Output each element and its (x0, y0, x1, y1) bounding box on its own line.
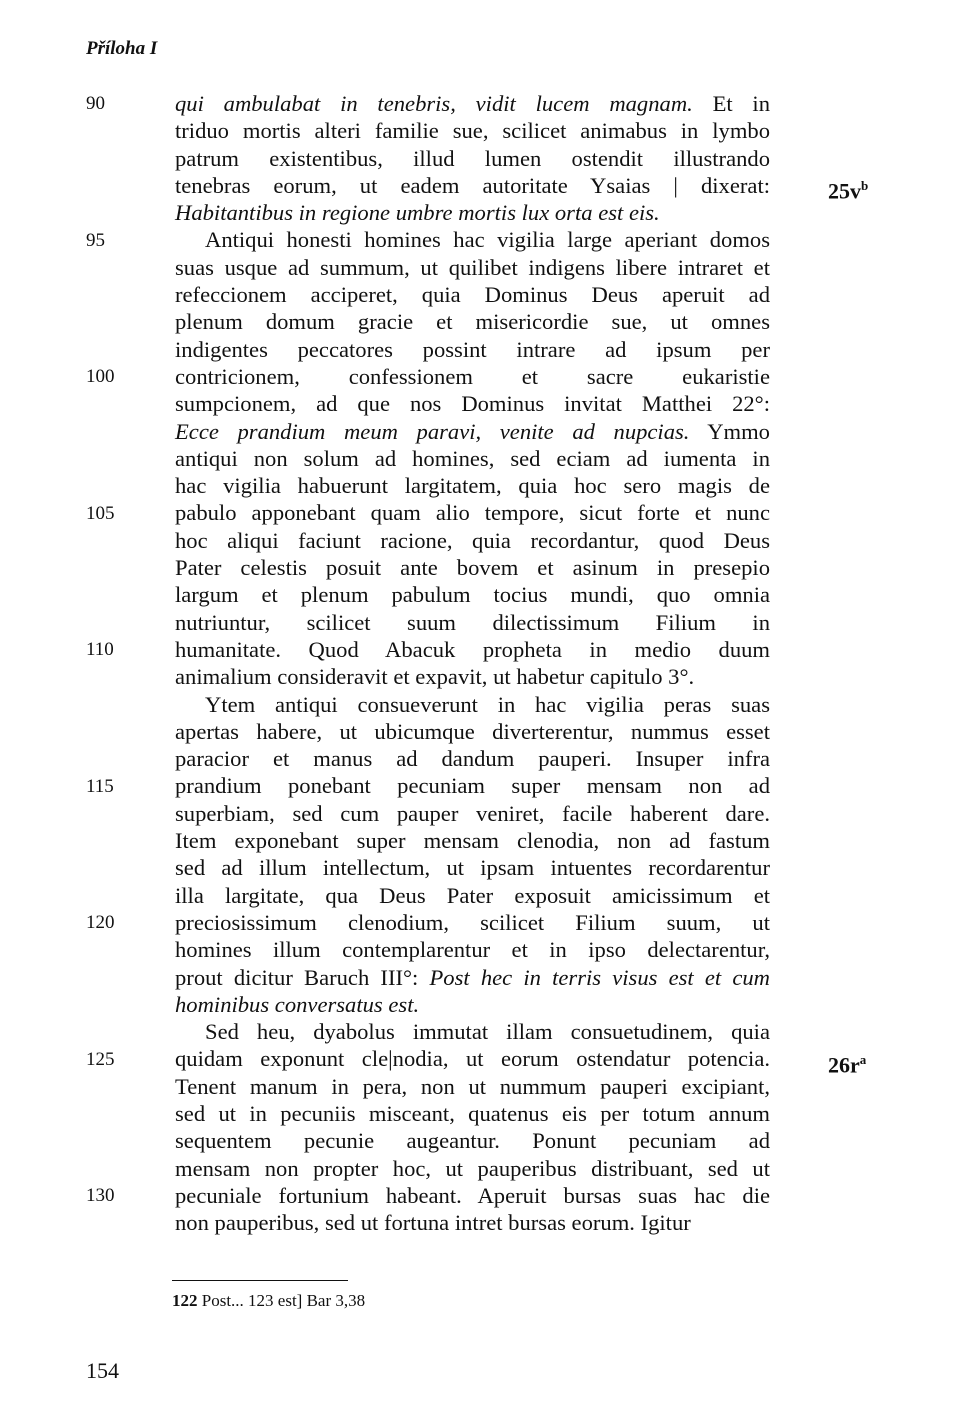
text-line (175, 936, 770, 963)
text-line (175, 554, 770, 581)
text-line (175, 882, 770, 909)
text-run: Item exponebant super mensam clenodia, non ad fastum (175, 828, 770, 854)
text-line (175, 445, 770, 472)
text-run: patrum existentibus, illud lumen ostendit illustrando (175, 145, 770, 171)
text-run: triduo mortis alteri familie sue, scilicet animabus in lymbo (175, 118, 770, 144)
text-line (175, 472, 770, 499)
italic-quote: Post hec in terris visus est et cum (429, 964, 770, 990)
footnote-divider (172, 1280, 348, 1281)
text-run: sed ad illum intellectum, ut ipsam intuentes recordarentur (175, 855, 770, 881)
text-line (175, 1182, 770, 1209)
line-number: 100 (86, 366, 115, 387)
text-line (175, 1045, 770, 1072)
text-line (175, 90, 770, 117)
text-line (175, 691, 770, 718)
text-line (175, 418, 770, 445)
italic-quote: Habitantibus in regione umbre mortis lux orta est eis. (175, 200, 660, 226)
text-line (175, 172, 770, 199)
folio-marker: $26r^a$ (828, 1052, 867, 1078)
text-line (175, 499, 770, 526)
text-line (175, 718, 770, 745)
text-run: Ytem antiqui consueverunt in hac vigilia peras suas (205, 691, 770, 717)
folio-marker: $25v^b$ (828, 178, 869, 204)
text-run: superbiam, sed cum pauper veniret, facile haberent dare. (175, 800, 770, 826)
text-line (175, 991, 770, 1018)
text-run: homines illum contemplarentur et in ipso delectarentur, (175, 937, 770, 963)
text-run: Pater celestis posuit ante bovem et asinum in presepio (175, 555, 770, 581)
text-line (175, 1100, 770, 1127)
italic-quote: Ecce prandium meum paravi, venite ad nupcias. (175, 418, 690, 444)
text-run: sumpcionem, ad que nos Dominus invitat Matthei 22°: (175, 391, 770, 417)
text-run: sequentem pecunie augeantur. Ponunt pecuniam ad (175, 1128, 770, 1154)
text-line (175, 964, 770, 991)
text-line (175, 663, 770, 690)
line-number: 125 (86, 1048, 115, 1070)
text-run: sed ut in pecuniis misceant, quatenus eis per totum annum (175, 1100, 770, 1126)
text-line (175, 281, 770, 308)
text-line (175, 336, 770, 363)
footnote (172, 1291, 365, 1311)
line-number: 90 (86, 93, 105, 114)
text-run: pecuniale fortunium habeant. Aperuit bursas suas hac die (175, 1182, 770, 1208)
text-line (175, 1209, 770, 1236)
text-run: quidam exponunt cle|nodia, ut eorum ostendatur potencia. (175, 1046, 770, 1072)
text-run: Tenent manum in pera, non ut nummum pauperi excipiant, (175, 1073, 770, 1099)
line-number: 110 (86, 639, 114, 660)
text-run: apertas habere, ut ubicumque diverterentur, nummus esset (175, 718, 770, 744)
footnote-ref: 122 (172, 1291, 198, 1310)
text-line (175, 1155, 770, 1182)
text-line (175, 390, 770, 417)
text-line (175, 772, 770, 799)
text-run: humanitate. Quod Abacuk propheta in medio duum (175, 636, 770, 662)
main-text (175, 90, 770, 1236)
text-run: largum et plenum pabulum tocius mundi, quo omnia (175, 582, 770, 608)
line-number: 105 (86, 502, 115, 524)
text-line (175, 199, 770, 226)
text-run: preciosissimum clenodium, scilicet Filium suum, ut (175, 909, 770, 935)
text-line (175, 800, 770, 827)
text-line (175, 854, 770, 881)
text-run: hoc aliqui faciunt racione, quia recordantur, quod Deus (175, 527, 770, 553)
text-run: paracior et manus ad dandum pauperi. Insuper infra (175, 746, 770, 772)
text-run: suas usque ad summum, ut quilibet indigens libere intraret et (175, 254, 770, 280)
text-line (175, 254, 770, 281)
text-line (175, 226, 770, 253)
italic-quote: qui ambulabat in tenebris, vidit lucem magnam. (175, 91, 693, 116)
text-line (175, 745, 770, 772)
text-line (175, 117, 770, 144)
text-run: non pauperibus, sed ut fortuna intret bursas eorum. Igitur (175, 1210, 691, 1236)
text-run: Antiqui honesti homines hac vigilia large aperiant domos (205, 227, 770, 253)
text-line (175, 527, 770, 554)
text-run: animalium consideravit et expavit, ut habetur capitulo 3°. (175, 664, 695, 690)
text-run: antiqui non solum ad homines, sed eciam ad iumenta in (175, 445, 770, 471)
text-run: prout dicitur Baruch III°: (175, 964, 430, 990)
line-number: 130 (86, 1185, 115, 1206)
text-run: Et in (692, 91, 771, 116)
text-run: indigentes peccatores possint intrare ad ipsum per (175, 336, 770, 362)
text-run: illa largitate, qua Deus Pater exposuit amicissimum et (175, 882, 770, 908)
text-run: Ymmo (689, 418, 770, 444)
text-line (175, 636, 770, 663)
text-line (175, 609, 770, 636)
footnote-text: Post... 123 est] Bar 3,38 (197, 1291, 366, 1310)
text-run: hac vigilia habuerunt largitatem, quia hoc sero magis de (175, 473, 770, 499)
running-header: Příloha I (86, 38, 158, 59)
text-line (175, 827, 770, 854)
italic-quote: hominibus conversatus est. (175, 991, 420, 1017)
text-run: nutriuntur, scilicet suum dilectissimum Filium in (175, 609, 770, 635)
text-line (175, 1073, 770, 1100)
text-run: tenebras eorum, ut eadem autoritate Ysaias | dixerat: (175, 172, 770, 198)
text-line (175, 308, 770, 335)
text-run: pabulo apponebant quam alio tempore, sicut forte et nunc (175, 500, 770, 526)
text-line (175, 909, 770, 936)
line-number: 115 (86, 775, 114, 797)
text-run: mensam non propter hoc, ut pauperibus distribuant, sed ut (175, 1155, 770, 1181)
text-line (175, 1127, 770, 1154)
text-run: plenum domum gracie et misericordie sue, ut omnes (175, 309, 770, 335)
text-run: Sed heu, dyabolus immutat illam consuetudinem, quia (205, 1019, 770, 1045)
text-line (175, 145, 770, 172)
text-line (175, 363, 770, 390)
text-line (175, 1018, 770, 1045)
text-run: contricionem, confessionem et sacre eukaristie (175, 363, 770, 389)
text-line (175, 581, 770, 608)
text-run: prandium ponebant pecuniam super mensam non ad (175, 773, 770, 799)
text-run: refeccionem acciperet, quia Dominus Deus aperuit ad (175, 282, 770, 308)
line-number: 120 (86, 912, 115, 933)
page-number: 154 (86, 1358, 119, 1383)
line-number: 95 (86, 229, 105, 251)
